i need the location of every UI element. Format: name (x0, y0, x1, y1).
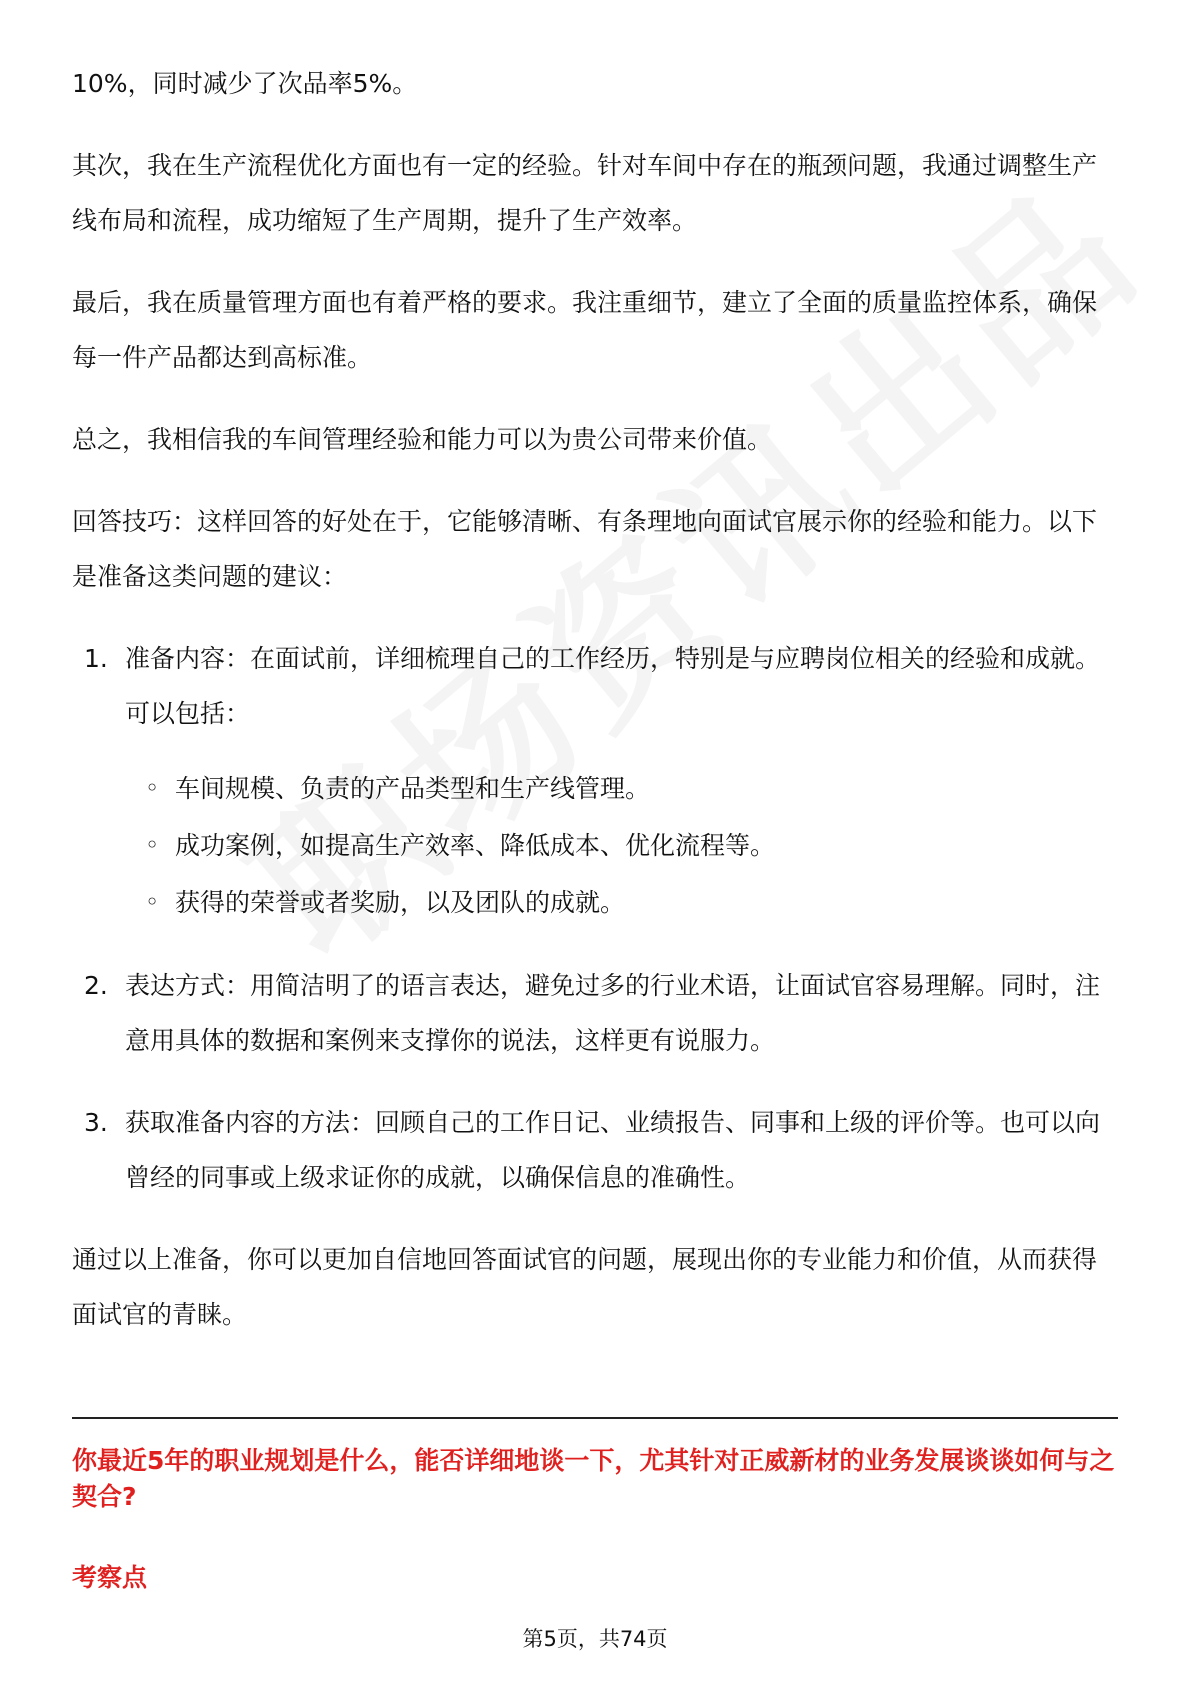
list-number: 2. (84, 971, 108, 1000)
list-item-text: 获取准备内容的方法：回顾自己的工作日记、业绩报告、同事和上级的评价等。也可以向曾经的同事或上级求证你的成就，以确保信息的准确性。 (125, 1108, 1101, 1192)
list-item (72, 631, 1118, 931)
interview-question-heading: 你最近5年的职业规划是什么，能否详细地谈一下，尤其针对正威新材的业务发展谈谈如何与之契合? (72, 1446, 1115, 1511)
sub-list-item-text: 成功案例，如提高生产效率、降低成本、优化流程等。 (175, 831, 776, 860)
sub-list-item (145, 760, 1118, 817)
paragraph-process-optimization: 其次，我在生产流程优化方面也有一定的经验。针对车间中存在的瓶颈问题，我通过调整生产线布局和流程，成功缩短了生产周期，提升了生产效率。 (72, 151, 1098, 235)
hollow-bullet-icon: ◦ (145, 774, 160, 802)
sub-list-item-text: 车间规模、负责的产品类型和生产线管理。 (175, 774, 651, 803)
sub-bullet-list (125, 760, 1118, 931)
list-item-text: 准备内容：在面试前，详细梳理自己的工作经历，特别是与应聘岗位相关的经验和成就。可以包括： (125, 644, 1101, 728)
page-number-footer: 第5页，共74页 (522, 1627, 668, 1651)
sub-list-item (145, 817, 1118, 874)
hollow-bullet-icon: ◦ (145, 888, 160, 916)
paragraph-quality-management: 最后，我在质量管理方面也有着严格的要求。我注重细节，建立了全面的质量监控体系，确保每一件产品都达到高标准。 (72, 288, 1098, 372)
page-content (72, 56, 1118, 1369)
paragraph-conclusion: 总之，我相信我的车间管理经验和能力可以为贵公司带来价值。 (72, 425, 773, 454)
list-item (72, 958, 1118, 1068)
list-item (72, 1095, 1118, 1205)
paragraph-answer-tips: 回答技巧：这样回答的好处在于，它能够清晰、有条理地向面试官展示你的经验和能力。以下是准备这类问题的建议： (72, 507, 1098, 591)
sub-list-item-text: 获得的荣誉或者奖励，以及团队的成就。 (175, 888, 626, 917)
sub-list-item (145, 874, 1118, 931)
advice-numbered-list (72, 631, 1118, 1205)
hollow-bullet-icon: ◦ (145, 831, 160, 859)
section-label: 考察点 (72, 1563, 148, 1592)
list-item-text: 表达方式：用简洁明了的语言表达，避免过多的行业术语，让面试官容易理解。同时，注意用具体的数据和案例来支撑你的说法，这样更有说服力。 (125, 971, 1101, 1055)
list-number: 3. (84, 1108, 108, 1137)
paragraph-summary: 通过以上准备，你可以更加自信地回答面试官的问题，展现出你的专业能力和价值，从而获得面试官的青睐。 (72, 1245, 1098, 1329)
list-number: 1. (84, 644, 108, 673)
section-divider (72, 1417, 1118, 1419)
paragraph-continuation: 10%，同时减少了次品率5%。 (72, 69, 418, 98)
